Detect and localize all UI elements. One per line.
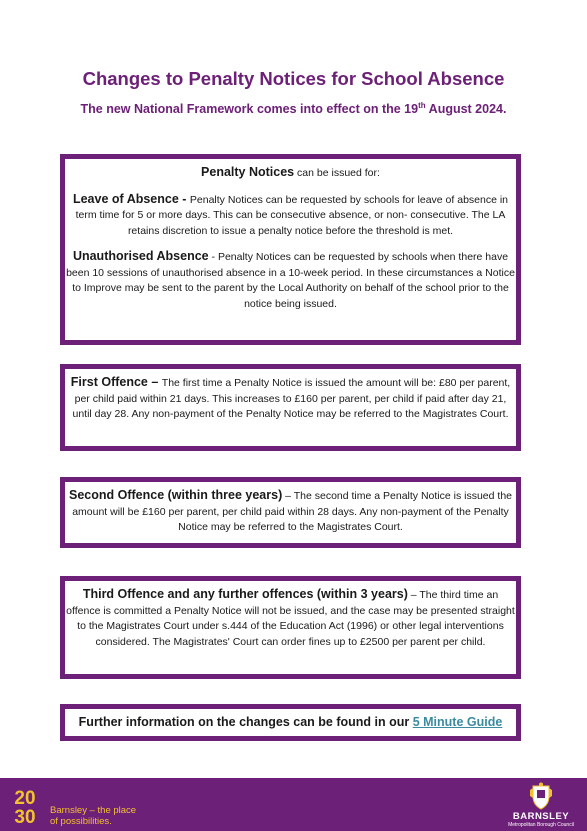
page-title: Changes to Penalty Notices for School Absence xyxy=(82,68,505,89)
first-offence-box xyxy=(60,364,521,451)
leave-of-absence-paragraph: Leave of Absence - Penalty Notices can be requested by schools for leave of absence in term time for 5 or more days. This can be consecutive absence, or non- consecutive. The LA retains discretion to issue a penalty notice before the threshold is met. xyxy=(72,191,509,237)
unauthorised-absence-paragraph: Unauthorised Absence - Penalty Notices can be requested by schools when there have been 10 sessions of unauthorised absence in a 10-week period. In these circumstances a Notice to Improve may be sent to the parent by the Local Authority on behalf of the school prior to the notice being issued. xyxy=(66,249,515,310)
second-offence-box xyxy=(60,477,521,548)
five-minute-guide-link[interactable]: 5 Minute Guide xyxy=(412,715,503,729)
council-name: BARNSLEY xyxy=(512,811,570,822)
page-subtitle: The new National Framework comes into effect on the 19th August 2024. xyxy=(80,101,507,117)
svg-text:20: 20 xyxy=(14,788,36,809)
barnsley-council-logo xyxy=(501,782,581,829)
svg-text:30: 30 xyxy=(14,807,36,825)
footer-bar xyxy=(0,778,587,831)
further-info-box xyxy=(60,704,521,741)
barnsley-crest-icon xyxy=(529,782,553,810)
footer-tagline: Barnsley – the place of possibilities. xyxy=(50,805,137,827)
council-subtitle: Metropolitan Borough Council xyxy=(508,822,574,828)
penalty-notices-intro: Penalty Notices can be issued for: xyxy=(201,165,380,179)
first-offence-paragraph: First Offence – The first time a Penalty Notice is issued the amount will be: £80 per parent, per child paid within 21 days. This increases to £160 per parent, per child if paid after day 21, until day 28. Any non-payment of the Penalty Notice may be referred to the Magistrates Court. xyxy=(70,375,511,420)
penalty-notices-box xyxy=(60,154,521,345)
third-offence-paragraph: Third Offence and any further offences (within 3 years) – The third time an offence is committed a Penalty Notice will not be issued, and the case may be presented straight to the Magistrates Court under s.444 of the Education Act (1996) or other legal interventions considered. The Magistrates' Court can order fines up to £2500 per parent per child. xyxy=(66,587,515,648)
third-offence-box xyxy=(60,576,521,679)
2030-logo-icon xyxy=(8,787,42,825)
second-offence-paragraph: Second Offence (within three years) – The second time a Penalty Notice is issued the amount will be £160 per parent, per child paid within 28 days. Any non-payment of the Penalty Notice may be referred to the Magistrates Court. xyxy=(68,488,512,533)
further-info-paragraph: Further information on the changes can be found in our 5 Minute Guide xyxy=(78,715,503,729)
